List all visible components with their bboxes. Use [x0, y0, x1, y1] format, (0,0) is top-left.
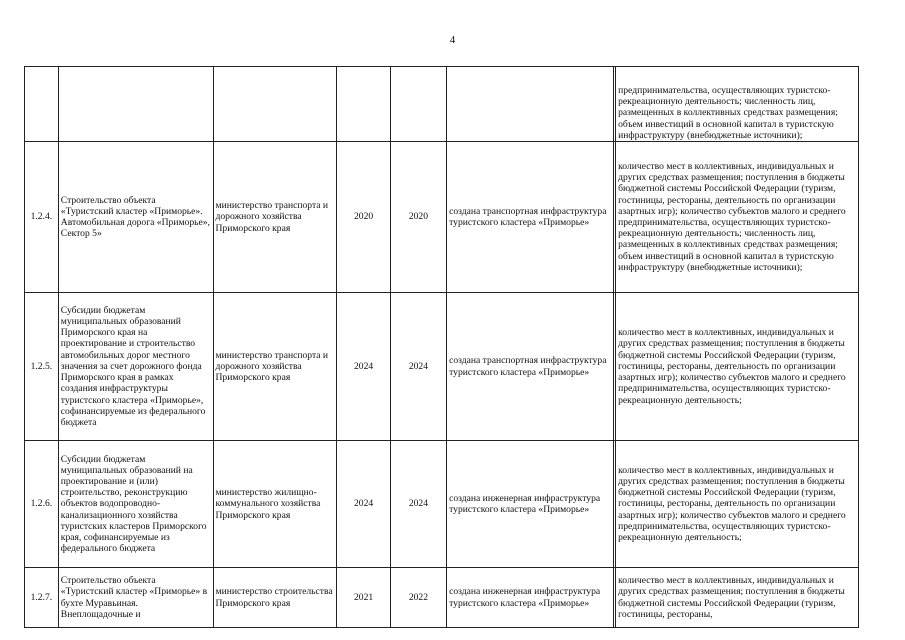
- indicators-text: предпринимательства, осуществляющих туристско-рекреационную деятельность; численность лиц, размещенных в коллективных средствах размещения; объем инвестиций в основной капитал в туристскую инфраструктуру (внебюджетные источники);: [618, 84, 838, 141]
- end-year-cell: [390, 67, 446, 142]
- activity-name-cell: [58, 67, 213, 142]
- page-number: 4: [449, 34, 456, 46]
- executor-cell: министерство строительства Приморского края: [213, 568, 337, 628]
- indicators-cell: [616, 67, 859, 142]
- activity-name-text: Строительство объекта «Туристский кластер «Приморье» в бухте Муравьиная. Внеплощадочные и: [60, 575, 208, 620]
- start-year-cell: [337, 67, 390, 142]
- indicators-cell: количество мест в коллективных, индивидуальных и других средствах размещения; поступления в бюджеты бюджетной системы Российской Федерации (туризм, гостиницы, рестораны, деятельность по организации азартных игр); количество субъектов малого и среднего предпринимательства, осуществляющих туристско-рекреационную деятельность;: [616, 293, 859, 441]
- row-number-cell: 1.2.5.: [25, 293, 59, 441]
- activity-name-cell: Субсидии бюджетам муниципальных образований на проектирование и (или) строительство, реконструкцию объектов водопроводно-канализационного хозяйства туристских кластеров Приморского края, софинансируемые из федерального бюджета: [58, 441, 213, 568]
- executor-cell: министерство транспорта и дорожного хозяйства Приморского края: [213, 142, 337, 293]
- start-year-cell: 2021: [337, 568, 390, 628]
- result-cell: создана инженерная инфраструктура туристского кластера «Приморье»: [447, 441, 614, 568]
- row-number-cell: 1.2.6.: [25, 441, 59, 568]
- row-number-cell: 1.2.7.: [25, 568, 59, 628]
- result-cell: [447, 67, 614, 142]
- table-row: [25, 293, 859, 441]
- executor-cell: министерство жилищно-коммунального хозяйства Приморского края: [213, 441, 337, 568]
- row-number-cell: [25, 67, 59, 142]
- end-year-cell: 2022: [390, 568, 446, 628]
- result-cell: создана транспортная инфраструктура туристского кластера «Приморье»: [447, 293, 614, 441]
- executor-cell: министерство транспорта и дорожного хозяйства Приморского края: [213, 293, 337, 441]
- table-row: [25, 568, 859, 628]
- executor-cell: [213, 67, 337, 142]
- activities-table: [24, 66, 859, 628]
- row-number-cell: 1.2.4.: [25, 142, 59, 293]
- table-row: [25, 142, 859, 293]
- activity-name-cell: Субсидии бюджетам муниципальных образований Приморского края на проектирование и строительство автомобильных дорог местного значения за счет дорожного фонда Приморского края в рамках создания инфраструктуры туристского кластера «Приморье», софинансируемые из федерального бюджета: [58, 293, 213, 441]
- table-row: [25, 441, 859, 568]
- activity-name-cell: Строительство объекта «Туристский кластер «Приморье». Автомобильная дорога «Приморье», Сектор 5»: [58, 142, 213, 293]
- indicators-cell: количество мест в коллективных, индивидуальных и других средствах размещения; поступления в бюджеты бюджетной системы Российской Федерации (туризм, гостиницы, рестораны, деятельность по организации азартных игр); количество субъектов малого и среднего предпринимательства, осуществляющих туристско-рекреационную деятельность; численность лиц, размещенных в коллективных средствах размещения; объем инвестиций в основной капитал в туристскую инфраструктуру (внебюджетные источники);: [616, 142, 859, 293]
- result-cell: создана инженерная инфраструктура туристского кластера «Приморье»: [447, 568, 614, 628]
- end-year-cell: 2024: [390, 441, 446, 568]
- start-year-cell: 2020: [337, 142, 390, 293]
- indicators-cell: [616, 568, 859, 628]
- table-row: [25, 67, 859, 142]
- start-year-cell: 2024: [337, 293, 390, 441]
- indicators-text: количество мест в коллективных, индивидуальных и других средствах размещения; поступления в бюджеты бюджетной системы Российской Федерации (туризм, гостиницы, рестораны,: [618, 575, 845, 620]
- end-year-cell: 2020: [390, 142, 446, 293]
- result-cell: создана транспортная инфраструктура туристского кластера «Приморье»: [447, 142, 614, 293]
- activity-name-cell: [58, 568, 213, 628]
- end-year-cell: 2024: [390, 293, 446, 441]
- indicators-cell: количество мест в коллективных, индивидуальных и других средствах размещения; поступления в бюджеты бюджетной системы Российской Федерации (туризм, гостиницы, рестораны, деятельность по организации азартных игр); количество субъектов малого и среднего предпринимательства, осуществляющих туристско-рекреационную деятельность;: [616, 441, 859, 568]
- start-year-cell: 2024: [337, 441, 390, 568]
